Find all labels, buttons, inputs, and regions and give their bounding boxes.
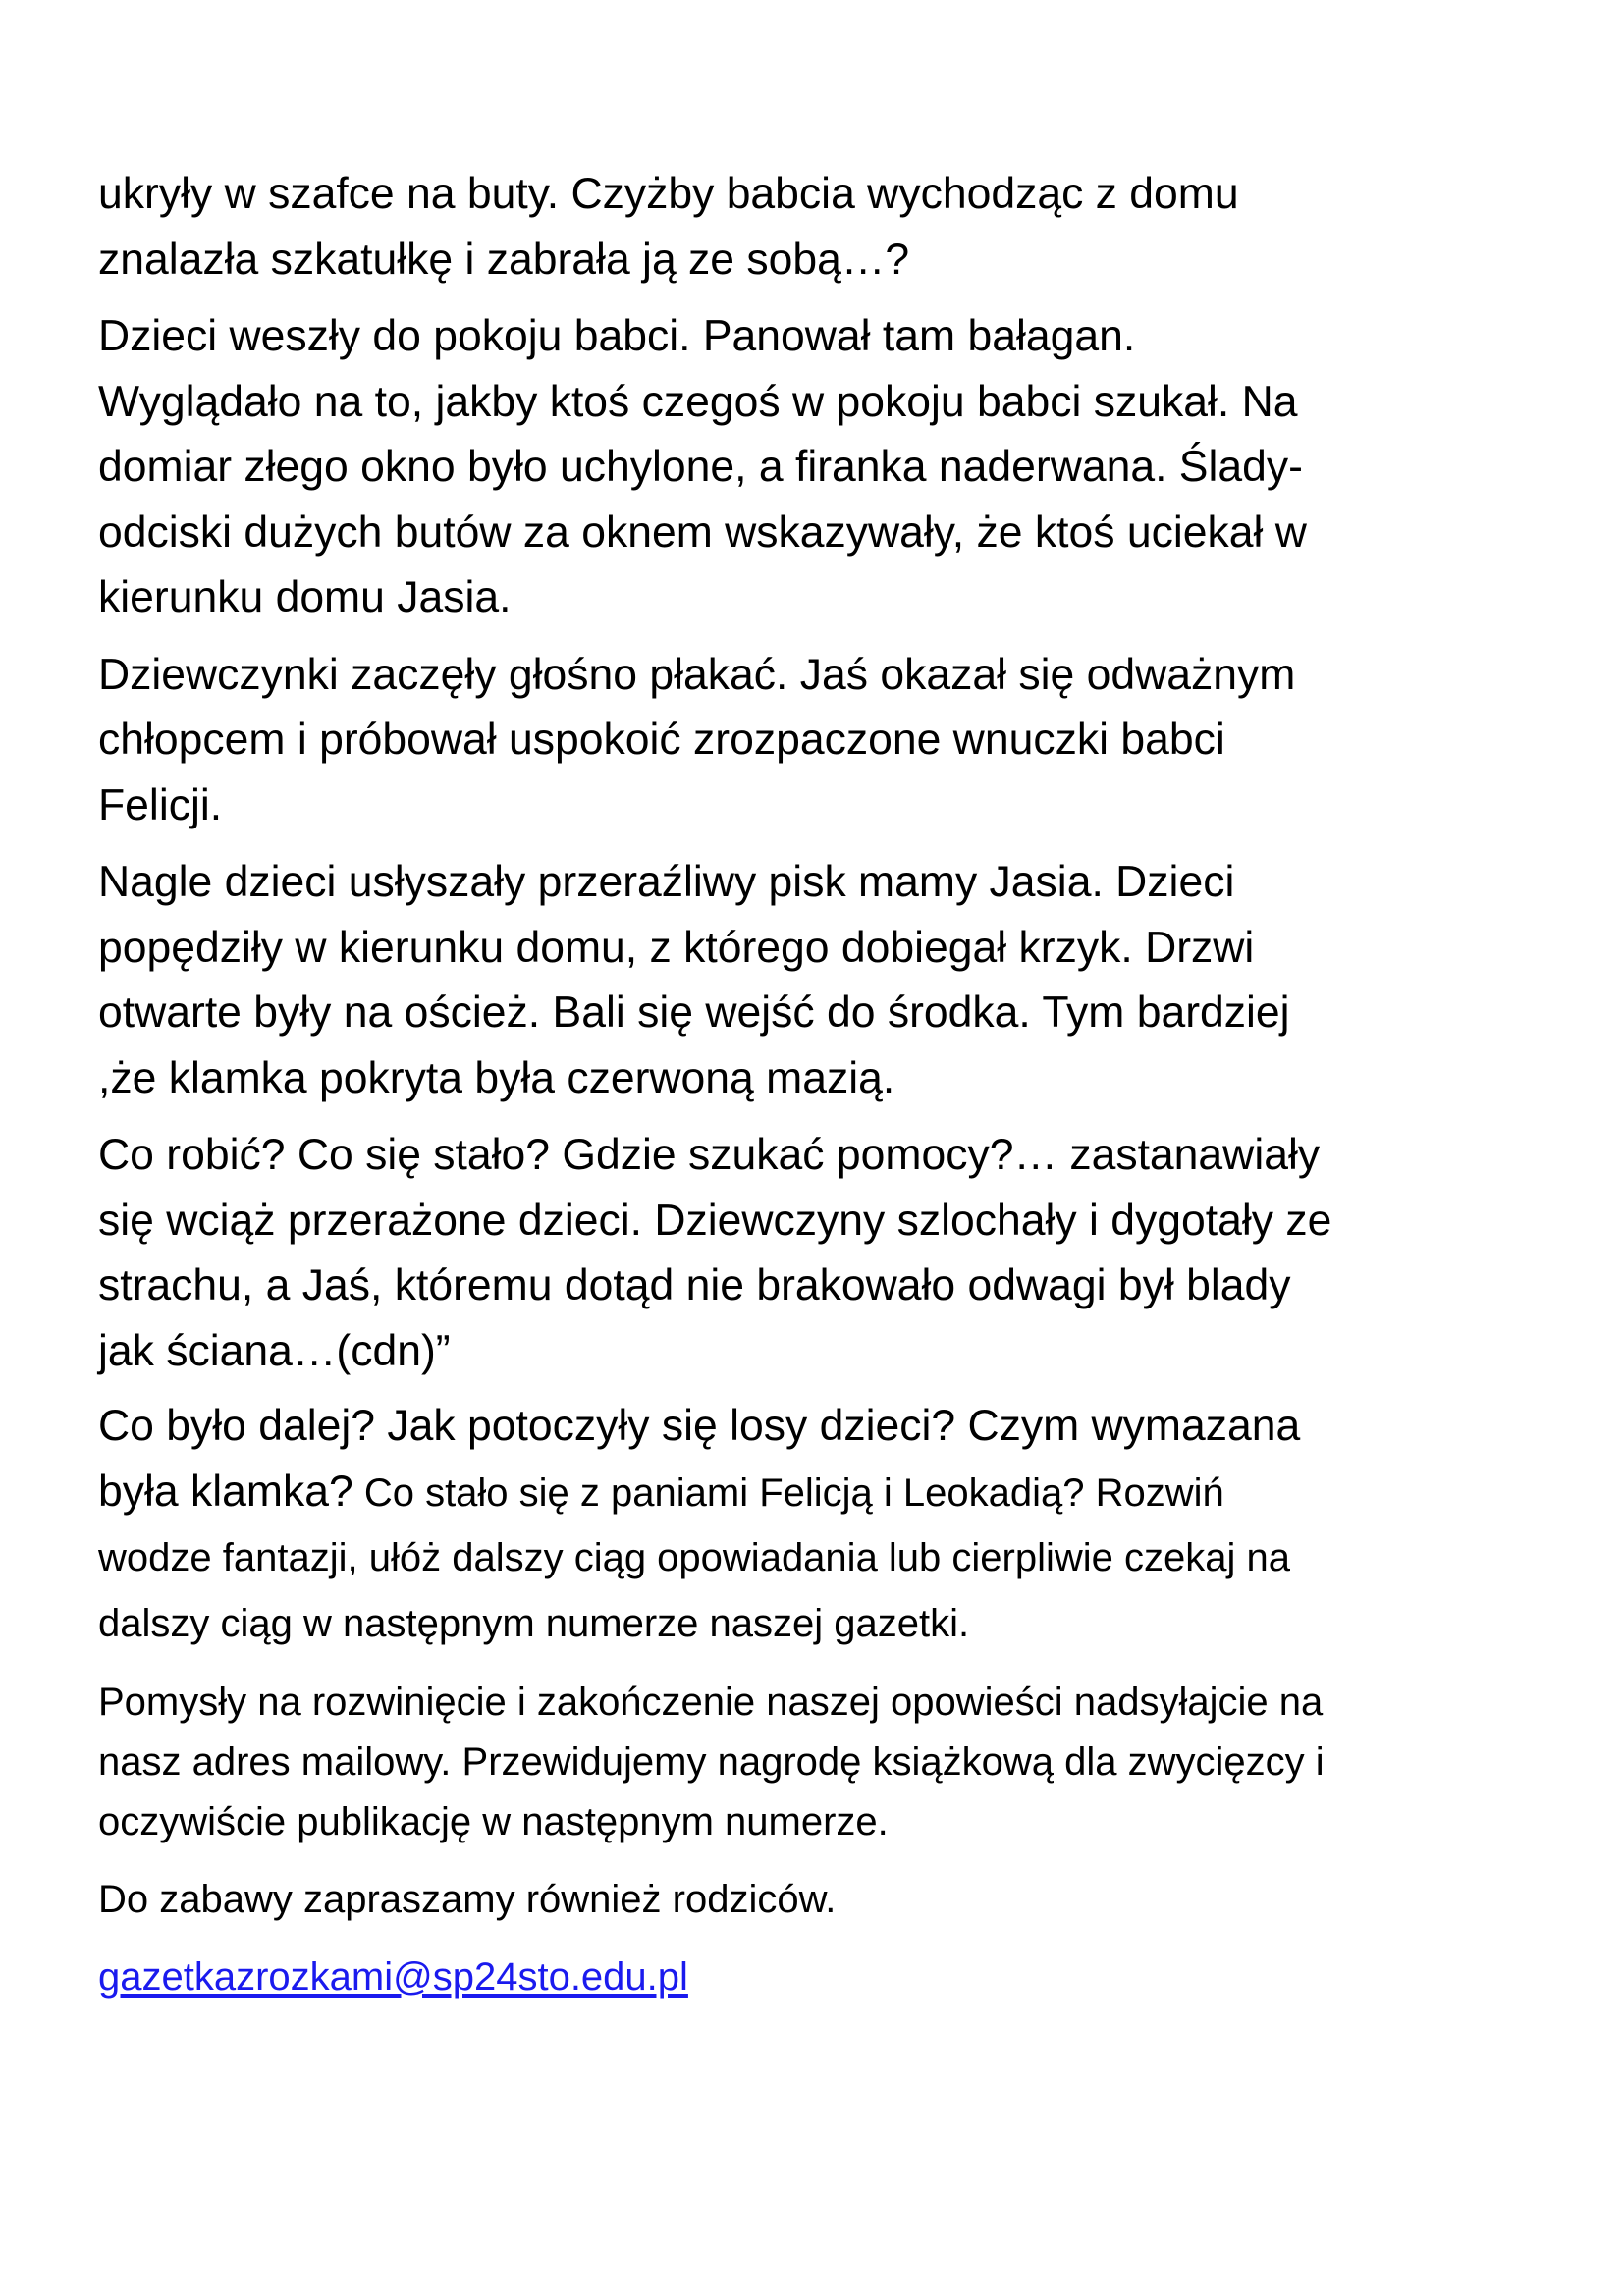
questions-large-text: Co było dalej? Jak potoczyły się losy dzieci? Czym wymazana była klamka? — [98, 1402, 1301, 1516]
story-paragraph-1: ukryły w szafce na buty. Czyżby babcia wychodząc z domu znalazła szkatułkę i zabrała ją ze sobą…? — [98, 170, 1239, 284]
questions-small-text: Co stało się z paniami Felicją i Leokadią? Rozwiń wodze fantazji, ułóż dalszy ciąg opowiadania lub cierpliwie czekaj na dalszy ciąg w następnym numerze naszej gazetki. — [98, 1470, 1291, 1645]
story-paragraph-2: Dzieci weszły do pokoju babci. Panował tam bałagan. Wyglądało na to, jakby ktoś czegoś w pokoju babci szukał. Na domiar złego okno było uchylone, a firanka naderwana. Ślady- odciski dużych butów za oknem wskazywały, że ktoś uciekał w kierunku domu Jasia. — [98, 312, 1307, 621]
email-link[interactable]: gazetkazrozkami@sp24sto.edu.pl — [98, 1955, 688, 1999]
story-paragraph-3: Dziewczynki zaczęły głośno płakać. Jaś okazał się odważnym chłopcem i próbował uspokoić zrozpaczone wnuczki babci Felicji. — [98, 650, 1296, 829]
questions-paragraph — [98, 1394, 1532, 1655]
contest-paragraph: Pomysły na rozwinięcie i zakończenie naszej opowieści nadsyłajcie na nasz adres mailowy. Przewidujemy nagrodę książkową dla zwycięzcy i oczywiście publikację w następnym numerze. — [98, 1681, 1325, 1843]
email-paragraph — [98, 1948, 1532, 2007]
parents-invitation: Do zabawy zapraszamy również rodziców. — [98, 1878, 837, 1921]
story-paragraph-5: Co robić? Co się stało? Gdzie szukać pomocy?… zastanawiały się wciąż przerażone dzieci. Dziewczyny szlochały i dygotały ze strachu, a Jaś, któremu dotąd nie brakowało odwagi był blady jak ściana…(cdn)” — [98, 1131, 1332, 1375]
story-paragraph-4: Nagle dzieci usłyszały przeraźliwy pisk mamy Jasia. Dzieci popędziły w kierunku domu, z którego dobiegał krzyk. Drzwi otwarte były na oścież. Bali się wejść do środka. Tym bardziej ,że klamka pokryta była czerwoną mazią. — [98, 858, 1290, 1102]
document-page — [98, 162, 1532, 2007]
